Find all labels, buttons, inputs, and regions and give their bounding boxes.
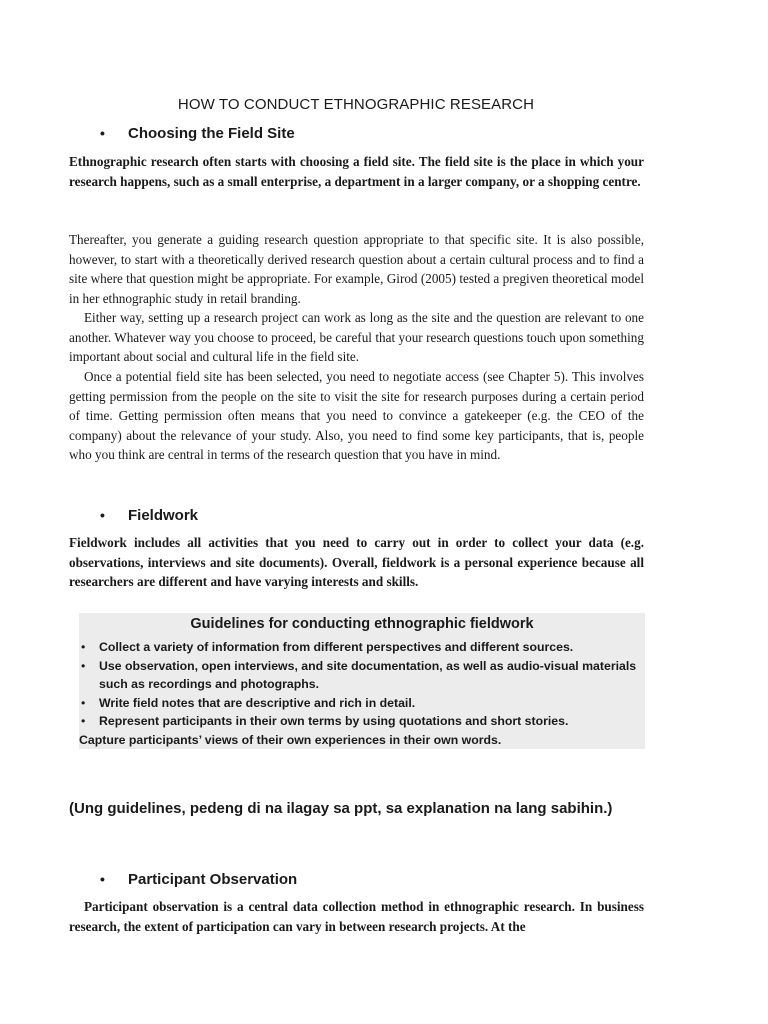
guidelines-closing: Capture participants’ views of their own experiences in their own words.	[79, 733, 502, 747]
field-site-intro: Ethnographic research often starts with choosing a field site. The field site is the place in which your research happens, such as a small enterprise, a department in a larger company, or a shopping centre.	[69, 154, 644, 189]
guideline-text: Collect a variety of information from different perspectives and different sources.	[99, 640, 574, 654]
guideline-item	[79, 657, 645, 694]
bullet-icon: •	[81, 640, 86, 654]
field-site-paragraph-3: Once a potential field site has been selected, you need to negotiate access (see Chapter 5). This involves getting permission from the people on the site to visit the site for research purposes during a certain period of time. Getting permission often means that you need to convince a gatekeeper (e.g. the CEO of the company) about the relevance of your study. Also, you need to find some key participants, that is, people who you think are central in terms of the research question that you have in mind.	[69, 369, 644, 462]
guideline-text: Use observation, open interviews, and site documentation, as well as audio-visual materials such as recordings and photographs.	[99, 658, 637, 692]
bullet-icon: •	[81, 714, 86, 729]
guideline-item	[79, 694, 645, 713]
page-title: HOW TO CONDUCT ETHNOGRAPHIC RESEARCH	[177, 96, 535, 113]
fieldwork-intro: Fieldwork includes all activities that you need to carry out in order to collect your data (e.g. observations, interviews and site documents). Overall, fieldwork is a personal experience because all researchers are different and have varying interests and skills.	[69, 535, 644, 589]
bullet-icon: •	[81, 658, 86, 673]
bullet-icon: •	[100, 871, 105, 887]
field-site-paragraph-1: Thereafter, you generate a guiding research question appropriate to that specific site. It is also possible, however, to start with a theoretically derived research question about a certain cultural process and to find a site where that question might be appropriate. For example, Girod (2005) tested a pregiven theoretical model in her ethnographic study in retail branding.	[69, 232, 644, 306]
field-site-paragraph-2: Either way, setting up a research project can work as long as the site and the question are relevant to one another. Whatever way you choose to proceed, be careful that your research questions touch upon something important about social and cultural life in the field site.	[69, 310, 644, 364]
bullet-icon: •	[81, 695, 86, 710]
bullet-icon: •	[100, 507, 105, 523]
guidelines-list	[79, 638, 645, 731]
guideline-item	[79, 638, 645, 657]
heading-fieldwork-label: Fieldwork	[128, 507, 199, 524]
guidelines-box	[79, 613, 645, 749]
bullet-icon: •	[100, 125, 105, 141]
guideline-text: Write field notes that are descriptive and rich in detail.	[99, 695, 416, 710]
heading-participant-observation-label: Participant Observation	[128, 871, 298, 888]
author-note: (Ung guidelines, pedeng di na ilagay sa ppt, sa explanation na lang sabihin.)	[69, 800, 613, 817]
participant-observation-intro: Participant observation is a central data collection method in ethnographic research. In business research, the extent of participation can vary in between research projects. At the	[69, 899, 644, 934]
guideline-text: Represent participants in their own terms by using quotations and short stories.	[99, 714, 569, 729]
guidelines-title: Guidelines for conducting ethnographic fieldwork	[190, 616, 534, 632]
guideline-item	[79, 712, 645, 731]
heading-field-site-label: Choosing the Field Site	[128, 125, 295, 142]
